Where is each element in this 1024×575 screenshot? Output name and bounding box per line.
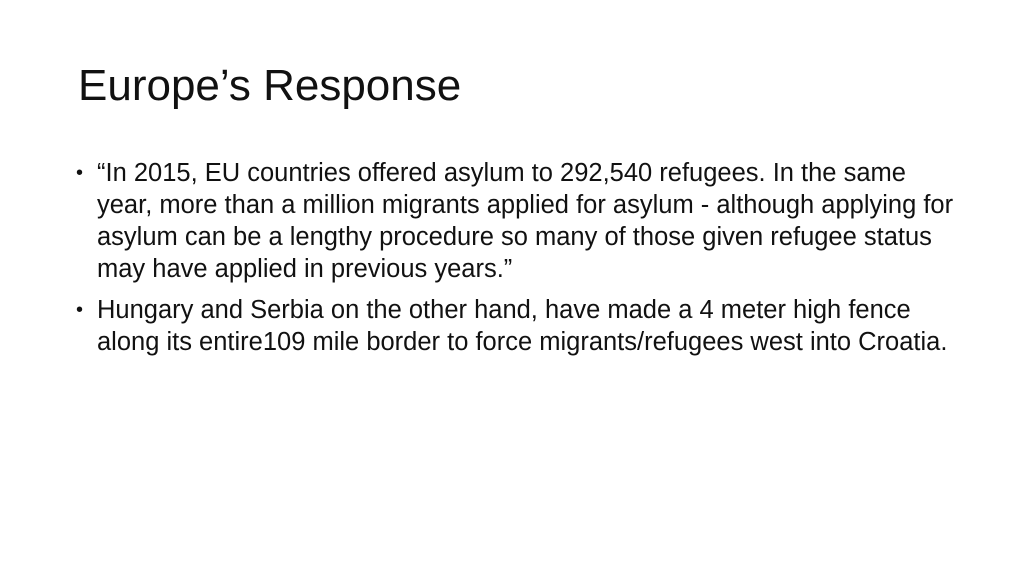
bullet-item: [76, 157, 956, 285]
bullet-marker-icon: •: [76, 299, 84, 321]
bullet-text: Hungary and Serbia on the other hand, have made a 4 meter high fence along its entire109 mile border to force migrants/refugees west into Croatia.: [97, 296, 948, 356]
bullet-text: “In 2015, EU countries offered asylum to 292,540 refugees. In the same year, more than a million migrants applied for asylum - although applying for asylum can be a lengthy procedure so many of those given refugee status may have applied in previous years.”: [97, 159, 954, 283]
bullet-item: [76, 294, 956, 358]
bullet-list: [76, 157, 956, 367]
slide-title: Europe’s Response: [78, 61, 462, 110]
bullet-marker-icon: •: [76, 162, 84, 184]
